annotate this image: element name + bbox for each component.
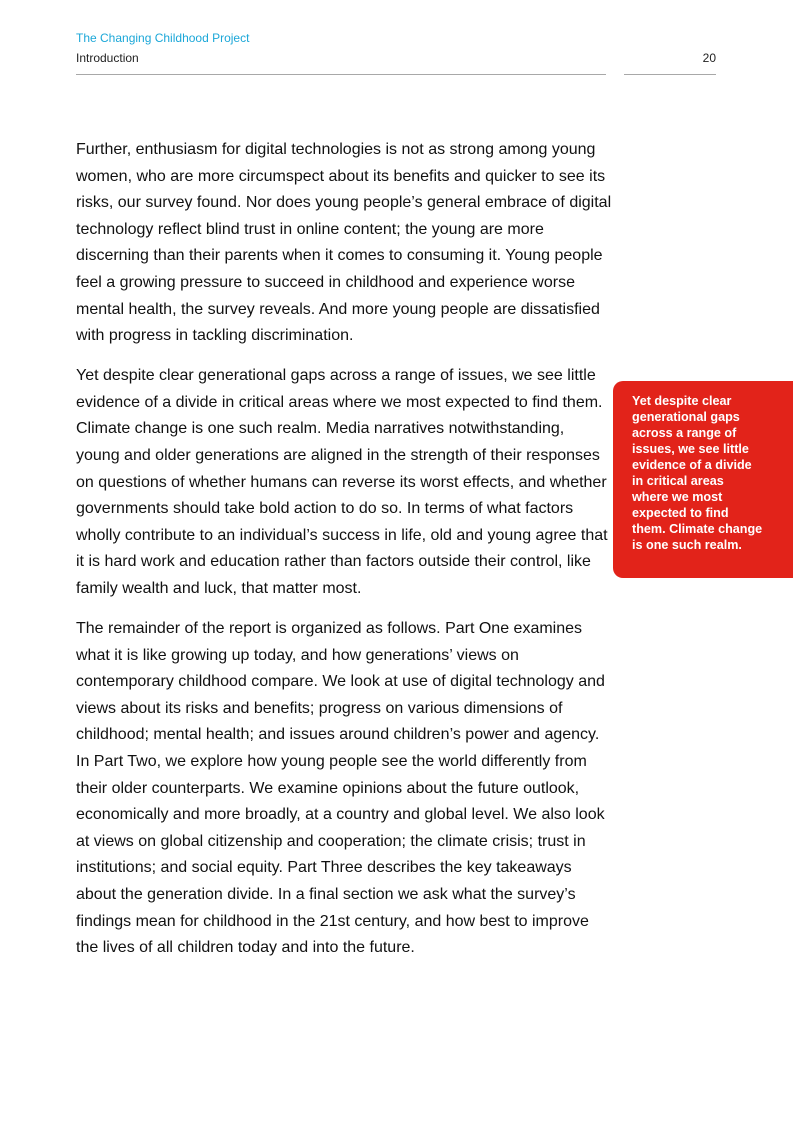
pull-quote-callout — [613, 381, 793, 578]
body-text — [76, 137, 612, 975]
header-rule-right — [624, 74, 716, 75]
paragraph-3: The remainder of the report is organized as follows. Part One examines what it is like growing up today, and how generations’ views on contemporary childhood compare. We look at use of digital technology and views about its risks and benefits; progress on various dimensions of childhood; mental health; and issues around children’s power and agency. In Part Two, we explore how young people see the world differently from their older counterparts. We examine opinions about the future outlook, economically and more broadly, at a country and global level. We also look at views on global citizenship and cooperation; the climate crisis; trust in institutions; and social equity. Part Three describes the key takeaways about the generation divide. In a final section we ask what the survey’s findings mean for childhood in the 21st century, and how best to improve the lives of all children today and into the future. — [76, 620, 605, 957]
page-number: 20 — [702, 51, 716, 65]
section-title: Introduction — [76, 51, 139, 65]
paragraph-1: Further, enthusiasm for digital technologies is not as strong among young women, who are more circumspect about its benefits and quicker to see its risks, our survey found. Nor does young people’s general embrace of digital technology reflect blind trust in online content; the young are more discerning than their parents when it comes to consuming it. Young people feel a growing pressure to succeed in childhood and experience worse mental health, the survey reveals. And more young people are dissatisfied with progress in tackling discrimination. — [76, 141, 612, 345]
report-title: The Changing Childhood Project — [76, 31, 250, 45]
header-rule-left — [76, 74, 606, 75]
paragraph-2: Yet despite clear generational gaps across a range of issues, we see little evidence of a divide in critical areas where we most expected to find them. Climate change is one such realm. Media narratives notwithstanding, young and older generations are aligned in the strength of their responses on questions of whether humans can reverse its worst effects, and whether governments should take bold action to do so. In terms of what factors wholly contribute to an individual’s success in life, old and young agree that it is hard work and education rather than factors outside their control, like family wealth and luck, that matter most. — [76, 367, 608, 597]
pull-quote-text: Yet despite clear generational gaps across a range of issues, we see little evidence of a divide in critical areas where we most expected to find them. Climate change is one such realm. — [632, 394, 763, 552]
